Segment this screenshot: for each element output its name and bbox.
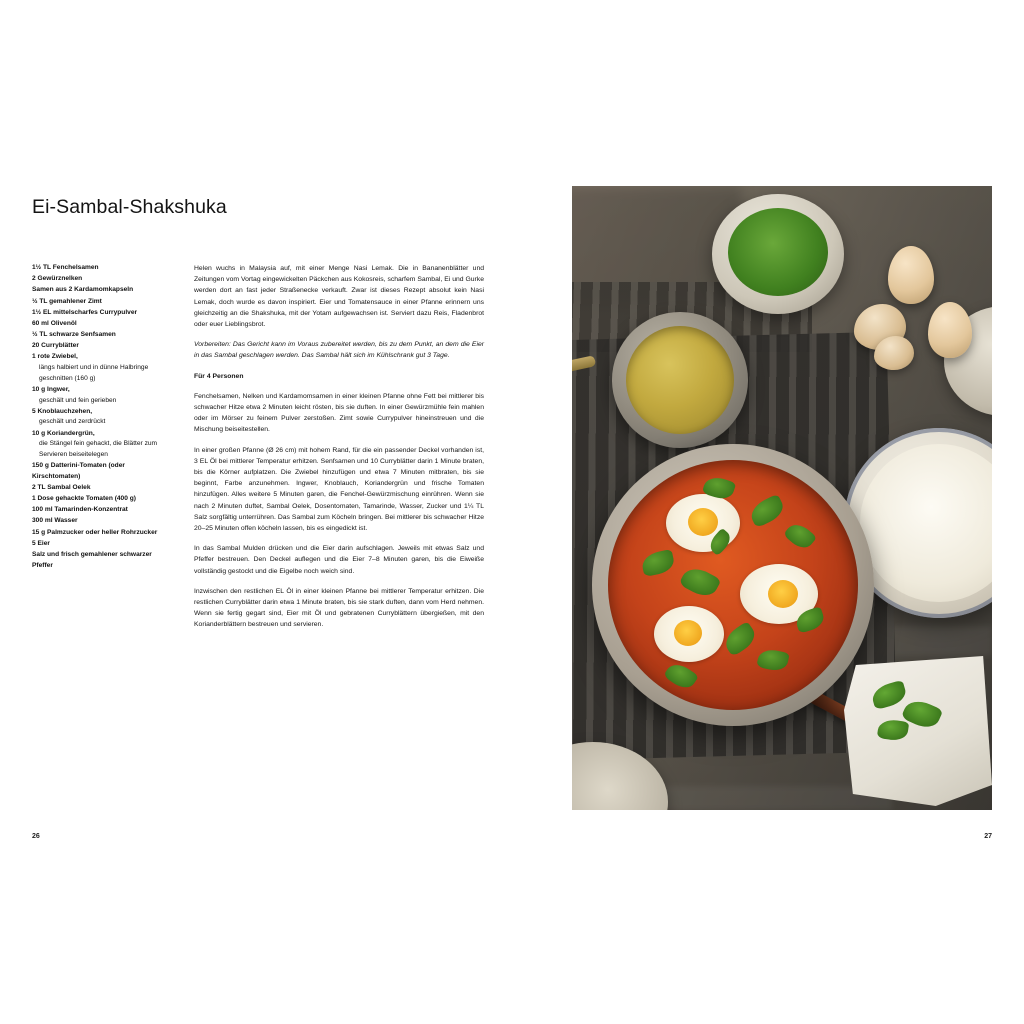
- egg-yolk: [768, 580, 798, 608]
- list-item: [32, 297, 172, 308]
- ingredient-name: 5 Eier: [32, 539, 50, 547]
- ingredient-name: ½ TL schwarze Senfsamen: [32, 331, 116, 339]
- list-item: [32, 505, 172, 516]
- coriander-leaf: [747, 494, 787, 529]
- list-item: [32, 528, 172, 539]
- ingredient-name: 20 Curryblätter: [32, 342, 79, 350]
- method-paragraph: Helen wuchs in Malaysia auf, mit einer Menge Nasi Lemak. Die in Bananenblätter und Zeitungen vom Vortag eingewickelten Päckchen aus Kokosreis, scharfem Sambal, Ei und Gurke werden dort an fast jeder Straßenecke verkauft. Zwar ist dieses Rezept absolut kein Nasi Lemak, doch wurde es davon inspiriert. Eier und Tomatensauce in einer Pfanne erinnern uns gleichzeitig an die Shakshuka, mit der Yotam aufgewachsen ist. Serviert dazu Reis, Fladenbrot oder euer Lieblingsbrot.: [194, 265, 484, 329]
- ingredient-name: 10 g Ingwer,: [32, 385, 70, 393]
- coriander-leaf: [721, 621, 760, 657]
- ingredient-name: 1 Dose gehackte Tomaten (400 g): [32, 495, 136, 503]
- list-item: [32, 352, 172, 384]
- ingredient-name: Samen aus 2 Kardamomkapseln: [32, 286, 134, 294]
- list-item: [32, 494, 172, 505]
- ingredient-note: die Stängel fein gehackt, die Blätter zum Servieren beiseitelegen: [39, 440, 158, 458]
- ingredient-name: 1 rote Zwiebel,: [32, 353, 78, 361]
- coriander-leaf: [756, 647, 790, 673]
- list-item: [32, 308, 172, 319]
- list-item: [32, 274, 172, 285]
- list-item: [32, 407, 172, 428]
- method-text: [194, 263, 484, 640]
- page-number-right: 27: [984, 833, 992, 840]
- list-item: [32, 461, 172, 482]
- list-item: [32, 385, 172, 406]
- list-item: [32, 550, 172, 571]
- ingredient-name: 100 ml Tamarinden-Konzentrat: [32, 506, 128, 514]
- ingredient-name: 60 ml Olivenöl: [32, 319, 77, 327]
- coriander-leaf: [783, 519, 817, 552]
- list-item: [32, 330, 172, 341]
- method-prep-note: Vorbereiten: Das Gericht kann im Voraus zubereitet werden, bis zu dem Punkt, an dem die Eier in das Sambal geschlagen werden. Das Sambal hält sich im Kühlschrank gut 3 Tage.: [194, 341, 484, 360]
- ingredient-name: 5 Knoblauchzehen,: [32, 407, 93, 415]
- herb-bowl: [712, 194, 844, 314]
- eggshell: [874, 336, 914, 370]
- egg-yolk: [688, 508, 718, 536]
- method-paragraph: Inzwischen den restlichen EL Öl in einer kleinen Pfanne bei mittlerer Temperatur erhitzen. Die restlichen Curryblätter darin etwa 1 Minute braten, bis sie stark duften, dann vom Herd nehmen. Wenn sie fertig gegart sind, Eier mit Öl und gebratenen Curryblättern übergießen, mit den Korianderblättern bestreuen und servieren.: [194, 587, 484, 629]
- ingredient-name: 2 Gewürznelken: [32, 275, 83, 283]
- list-item: [32, 263, 172, 274]
- ingredient-note: geschält und fein gerieben: [39, 396, 117, 404]
- ingredient-note: geschält und zerdrückt: [39, 418, 106, 426]
- ingredient-name: 10 g Koriandergrün,: [32, 429, 95, 437]
- list-item: [32, 285, 172, 296]
- method-paragraph: In einer großen Pfanne (Ø 26 cm) mit hohem Rand, für die ein passender Deckel vorhanden ist, 3 EL Öl bei mittlerer Temperatur erhitzen. Senfsamen und 10 Curryblätter darin 1 Minute braten, bis die Körner aufplatzen. Die Zwiebel hinzufügen und etwa 7 Minuten mitbraten, bis sie beginnt, Farbe anzunehmen. Ingwer, Knoblauch, Koriandergrün und frische Tomaten hinzufügen. Alles weitere 5 Minuten garen, die Fenchel-Gewürzmischung einrühren. Wenn sie nach 2 Minuten duftet, Sambal Oelek, Dosentomaten, Tamarinde, Wasser, Zucker und 1¼ TL Salz sorgfältig unterrühren. Das Sambal zum Köcheln bringen. Bei mittlerer bis schwacher Hitze 20–25 Minuten offen köcheln lassen, bis es eingedickt ist.: [194, 446, 484, 533]
- ingredient-name: 15 g Palmzucker oder heller Rohrzucker: [32, 528, 158, 536]
- coriander-leaf: [678, 563, 721, 601]
- shakshuka-sauce: [608, 460, 858, 710]
- recipe-photo: [572, 186, 992, 810]
- coriander-leaf: [663, 659, 699, 692]
- ingredients-list: [32, 263, 172, 572]
- list-item: [32, 483, 172, 494]
- egg: [928, 302, 972, 358]
- list-item: [32, 341, 172, 352]
- ingredient-name: Salz und frisch gemahlener schwarzer Pfeffer: [32, 550, 152, 569]
- parchment-paper: [844, 656, 992, 806]
- coriander-leaf: [640, 549, 676, 577]
- ingredient-name: 2 TL Sambal Oelek: [32, 483, 91, 491]
- method-paragraph: In das Sambal Mulden drücken und die Eier darin aufschlagen. Jeweils mit etwas Salz und Pfeffer bestreuen. Den Deckel auflegen und die Eier 7–8 Minuten garen, bis die Eiweiße vollständig gestockt und die Eigelbe noch weich sind.: [194, 545, 484, 575]
- oil-pot: [612, 312, 748, 448]
- ingredient-name: 300 ml Wasser: [32, 517, 78, 525]
- page-title: Ei-Sambal-Shakshuka: [32, 196, 227, 218]
- ingredient-note: längs halbiert und in dünne Halbringe geschnitten (160 g): [39, 364, 149, 382]
- egg-yolk: [674, 620, 702, 646]
- list-item: [32, 319, 172, 330]
- ingredient-name: ½ TL gemahlener Zimt: [32, 297, 102, 305]
- page-number-left: 26: [32, 833, 40, 840]
- list-item: [32, 429, 172, 461]
- ingredient-name: 1½ TL Fenchelsamen: [32, 264, 99, 271]
- ingredient-name: 1½ EL mittelscharfes Currypulver: [32, 308, 138, 316]
- ingredient-name: 150 g Datterini-Tomaten (oder Kirschtomaten): [32, 462, 125, 480]
- shakshuka-pan: [592, 444, 874, 726]
- egg: [888, 246, 934, 304]
- list-item: [32, 539, 172, 550]
- method-paragraph: Fenchelsamen, Nelken und Kardamomsamen in einer kleinen Pfanne ohne Fett bei mittlerer bis schwacher Hitze etwa 2 Minuten leicht rösten, bis sie duften. In einer Gewürzmühle fein mahlen oder im Mörser zu feinem Pulver zerstoßen. Zimt sowie Currypulver hineinstreuen und die Mischung beiseitestellen.: [194, 392, 484, 434]
- serving-size: Für 4 Personen: [194, 372, 244, 380]
- list-item: [32, 516, 172, 527]
